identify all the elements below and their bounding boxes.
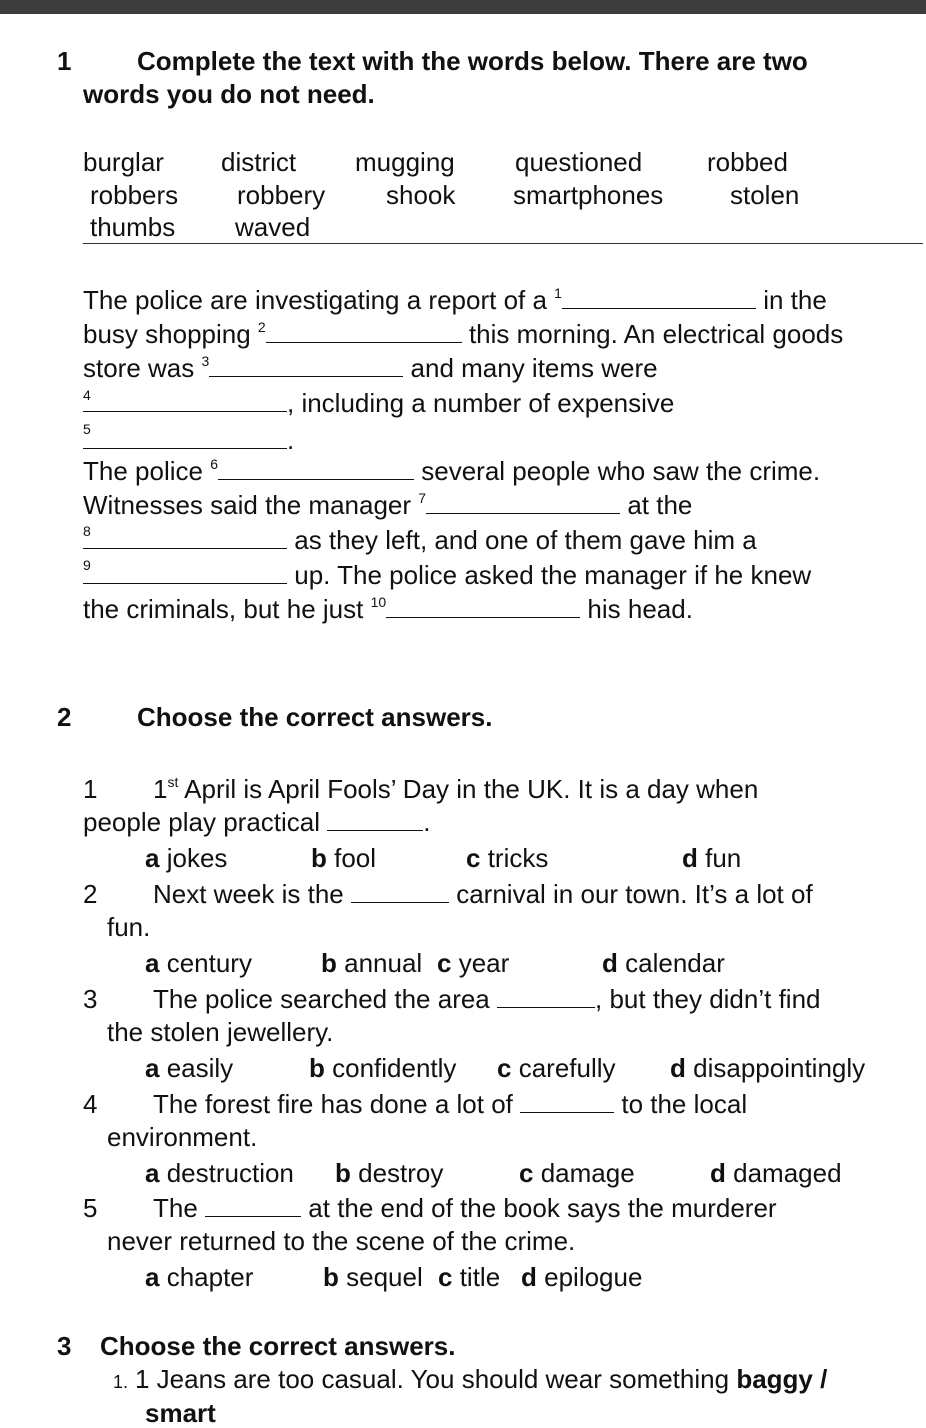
word-bank-word: waved xyxy=(235,212,311,242)
text-fragment: The police searched the area xyxy=(153,984,490,1014)
option-text: sequel xyxy=(346,1262,423,1292)
option-text: damaged xyxy=(733,1158,842,1188)
option-d[interactable] xyxy=(670,1052,865,1084)
text-line xyxy=(83,284,827,316)
option-letter: a xyxy=(145,1158,160,1188)
text-fragment: several people who saw the crime. xyxy=(421,456,821,486)
option-choice-cut-off[interactable]: smart xyxy=(145,1398,216,1428)
question-number: 5 xyxy=(83,1193,98,1223)
text-fragment: the criminals, but he just xyxy=(83,594,364,624)
answer-blank[interactable] xyxy=(327,808,423,831)
text-fragment: Witnesses said the manager xyxy=(83,490,412,520)
text-fragment: people play practical xyxy=(83,807,321,837)
question-text: the stolen jewellery. xyxy=(107,1017,334,1047)
gap-8-blank[interactable] xyxy=(83,523,287,549)
word-bank-word: district xyxy=(221,147,297,177)
text-fragment: up. The police asked the manager if he knew xyxy=(294,560,812,590)
option-a[interactable] xyxy=(145,947,252,979)
text-line xyxy=(83,559,811,591)
option-c[interactable] xyxy=(519,1157,635,1189)
word-bank-word: questioned xyxy=(515,147,643,177)
text-line xyxy=(83,455,820,487)
option-letter: c xyxy=(437,948,452,978)
option-text: chapter xyxy=(166,1262,254,1292)
exercise-1-number: 1 xyxy=(57,46,72,76)
gap-3-blank[interactable] xyxy=(209,354,403,377)
text-fragment: to the local xyxy=(621,1089,748,1119)
option-letter: c xyxy=(438,1262,453,1292)
text-fragment: in the xyxy=(763,285,827,315)
word-bank-word: shook xyxy=(386,180,456,210)
text-fragment: Next week is the xyxy=(153,879,344,909)
word-bank-divider xyxy=(83,243,923,244)
text-line xyxy=(83,352,658,384)
option-letter: c xyxy=(519,1158,534,1188)
option-letter: c xyxy=(497,1053,512,1083)
text-fragment: at the end of the book says the murderer xyxy=(308,1193,777,1223)
option-text: carefully xyxy=(518,1053,616,1083)
option-a[interactable] xyxy=(145,842,227,874)
text-fragment: at the xyxy=(627,490,693,520)
gap-number: 4 xyxy=(83,387,91,403)
gap-number: 5 xyxy=(83,421,91,437)
gap-2-blank[interactable] xyxy=(266,320,462,343)
text-line xyxy=(83,387,674,419)
option-text: calendar xyxy=(625,948,725,978)
option-b[interactable] xyxy=(335,1157,443,1189)
question-text xyxy=(153,983,821,1015)
text-fragment: and many items were xyxy=(410,353,658,383)
question-number: 1 xyxy=(83,774,98,804)
option-b[interactable] xyxy=(323,1261,423,1293)
question-text xyxy=(153,878,813,910)
exercise-1-instruction-cont: words you do not need. xyxy=(83,79,375,109)
option-a[interactable] xyxy=(145,1261,253,1293)
option-letter: d xyxy=(521,1262,537,1292)
text-fragment: carnival in our town. It’s a lot of xyxy=(456,879,813,909)
option-letter: b xyxy=(335,1158,351,1188)
text-line xyxy=(83,318,843,350)
word-bank-word: stolen xyxy=(730,180,800,210)
option-text: title xyxy=(459,1262,501,1292)
question-number: 2 xyxy=(83,879,98,909)
option-text: jokes xyxy=(166,843,228,873)
text-fragment: 1 Jeans are too casual. You should wear something xyxy=(135,1364,730,1394)
option-text: disappointingly xyxy=(693,1053,866,1083)
option-text: damage xyxy=(540,1158,635,1188)
text-line xyxy=(83,593,693,625)
question-number: 3 xyxy=(83,984,98,1014)
text-fragment: this morning. An electrical goods xyxy=(468,319,844,349)
option-letter: b xyxy=(309,1053,325,1083)
word-bank-word: thumbs xyxy=(90,212,176,242)
list-marker: 1. xyxy=(113,1372,129,1392)
option-c[interactable] xyxy=(497,1052,616,1084)
text-fragment: . xyxy=(287,425,295,455)
option-c[interactable] xyxy=(438,1261,500,1293)
option-b[interactable] xyxy=(321,947,422,979)
option-text: century xyxy=(166,948,252,978)
gap-6-blank[interactable] xyxy=(218,457,414,480)
option-b[interactable] xyxy=(309,1052,456,1084)
option-letter: c xyxy=(466,843,481,873)
gap-number: 10 xyxy=(370,594,387,610)
question-text xyxy=(153,1088,747,1120)
gap-5-blank[interactable] xyxy=(83,426,287,449)
gap-10-blank[interactable] xyxy=(386,595,580,618)
gap-number: 8 xyxy=(83,523,91,539)
gap-number: 3 xyxy=(201,353,210,369)
text-fragment: his head. xyxy=(587,594,693,624)
question-text: never returned to the scene of the crime. xyxy=(107,1226,576,1256)
option-a[interactable] xyxy=(145,1052,233,1084)
option-choice[interactable]: baggy / xyxy=(736,1364,828,1394)
question-text: environment. xyxy=(107,1122,258,1152)
option-text: epilogue xyxy=(544,1262,643,1292)
exercise-2-number: 2 xyxy=(57,702,72,732)
option-d[interactable] xyxy=(710,1157,842,1189)
option-text: easily xyxy=(166,1053,234,1083)
option-letter: d xyxy=(710,1158,726,1188)
text-line xyxy=(83,421,295,456)
option-d[interactable] xyxy=(682,842,741,874)
option-c[interactable] xyxy=(466,842,548,874)
ordinal-suffix: st xyxy=(167,774,179,790)
option-letter: a xyxy=(145,843,160,873)
gap-number: 6 xyxy=(210,456,218,472)
word-bank-word: robbers xyxy=(90,180,179,210)
text-fragment: busy shopping xyxy=(83,319,251,349)
option-letter: a xyxy=(145,1053,160,1083)
word-bank-word: mugging xyxy=(355,147,455,177)
gap-number: 1 xyxy=(554,285,562,301)
word-bank-word: robbed xyxy=(707,147,788,177)
option-c[interactable] xyxy=(437,947,509,979)
option-text: destroy xyxy=(358,1158,444,1188)
text-fragment: The forest fire has done a lot of xyxy=(153,1089,513,1119)
option-letter: b xyxy=(321,948,337,978)
text-fragment: The police xyxy=(83,456,203,486)
question-text xyxy=(135,1363,827,1395)
text-fragment: 1 xyxy=(153,774,168,804)
question-text xyxy=(153,1192,777,1224)
option-text: tricks xyxy=(487,843,549,873)
option-letter: d xyxy=(682,843,698,873)
gap-7-blank[interactable] xyxy=(426,491,620,514)
option-letter: a xyxy=(145,1262,160,1292)
word-bank-word: burglar xyxy=(83,147,164,177)
option-a[interactable] xyxy=(145,1157,294,1189)
question-text xyxy=(83,806,431,838)
word-bank-word: robbery xyxy=(237,180,326,210)
text-fragment: April is April Fools’ Day in the UK. It is a day when xyxy=(184,774,759,804)
option-text: fun xyxy=(705,843,742,873)
option-b[interactable] xyxy=(311,842,376,874)
text-fragment: The xyxy=(153,1193,198,1223)
option-letter: d xyxy=(670,1053,686,1083)
gap-number: 9 xyxy=(83,557,91,573)
question-number: 4 xyxy=(83,1089,98,1119)
gap-9-blank[interactable] xyxy=(83,561,287,584)
exercise-3-number: 3 xyxy=(57,1331,72,1361)
option-d[interactable] xyxy=(602,947,725,979)
option-text: confidently xyxy=(332,1053,457,1083)
text-fragment: . xyxy=(423,807,431,837)
option-text: year xyxy=(458,948,510,978)
text-line xyxy=(83,489,692,521)
option-letter: b xyxy=(311,843,327,873)
option-letter: a xyxy=(145,948,160,978)
text-line xyxy=(83,524,757,556)
option-text: fool xyxy=(334,843,377,873)
question-text xyxy=(153,773,758,805)
exercise-3-instruction: Choose the correct answers. xyxy=(100,1331,456,1361)
exercise-1-instruction: Complete the text with the words below. There are two xyxy=(137,46,808,76)
gap-1-blank[interactable] xyxy=(562,286,756,309)
gap-number: 7 xyxy=(418,490,427,506)
answer-blank[interactable] xyxy=(205,1194,301,1217)
text-fragment: , including a number of expensive xyxy=(287,388,675,418)
option-text: destruction xyxy=(166,1158,294,1188)
option-text: annual xyxy=(344,948,423,978)
option-letter: d xyxy=(602,948,618,978)
answer-blank[interactable] xyxy=(351,880,449,903)
question-text: fun. xyxy=(107,912,151,942)
text-fragment: as they left, and one of them gave him a xyxy=(294,525,757,555)
exercise-2-instruction: Choose the correct answers. xyxy=(137,702,493,732)
option-d[interactable] xyxy=(521,1261,642,1293)
gap-number: 2 xyxy=(257,319,266,335)
text-fragment: store was xyxy=(83,353,195,383)
text-fragment: , but they didn’t find xyxy=(595,984,821,1014)
top-bar xyxy=(0,0,926,14)
option-letter: b xyxy=(323,1262,339,1292)
text-fragment: The police are investigating a report of a xyxy=(83,285,547,315)
word-bank-word: smartphones xyxy=(513,180,664,210)
answer-blank[interactable] xyxy=(520,1090,614,1113)
answer-blank[interactable] xyxy=(497,985,595,1008)
gap-4-blank[interactable] xyxy=(83,389,287,412)
